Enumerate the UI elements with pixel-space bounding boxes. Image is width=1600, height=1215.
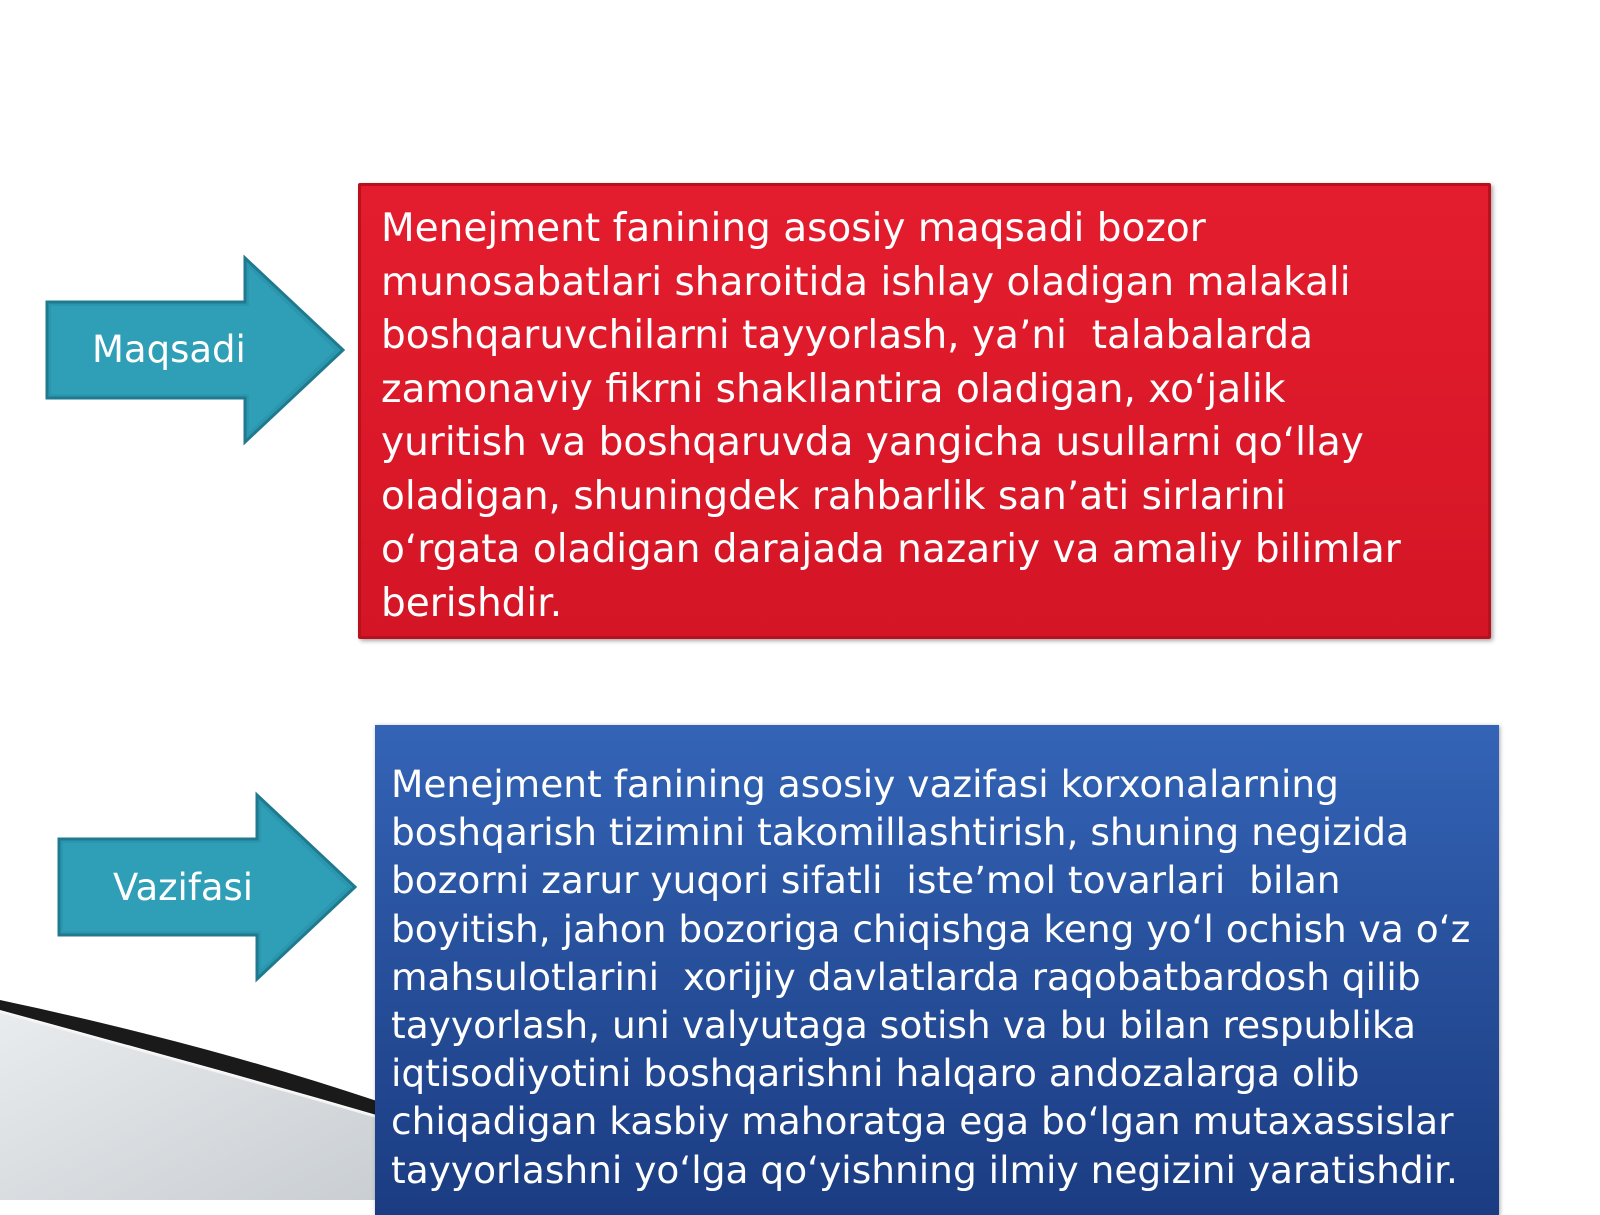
goal-text-box bbox=[358, 183, 1491, 639]
goal-line: yuritish va boshqaruvda yangicha usullarni qo‘llay bbox=[381, 420, 1364, 465]
task-line: boyitish, jahon bozoriga chiqishga keng yo‘l ochish va o‘z bbox=[391, 906, 1471, 951]
goal-line: boshqaruvchilarni tayyorlash, ya’ni talabalarda bbox=[381, 313, 1314, 358]
goal-arrow bbox=[45, 256, 345, 444]
task-line: Menejment fanining asosiy vazifasi korxonalarning bbox=[391, 762, 1339, 806]
task-line: boshqarish tizimini takomillashtirish, shuning negizida bbox=[391, 810, 1410, 855]
task-line: tayyorlash, uni valyutaga sotish va bu bilan respublika bbox=[391, 1003, 1416, 1048]
goal-line: zamonaviy fikrni shakllantira oladigan, xo‘jalik bbox=[381, 366, 1286, 412]
goal-line: Menejment fanining asosiy maqsadi bozor bbox=[381, 206, 1206, 251]
task-arrow bbox=[57, 793, 357, 981]
task-line: bozorni zarur yuqori sifatli iste’mol tovarlari bilan bbox=[391, 858, 1341, 903]
goal-line: munosabatlari sharoitida ishlay oladigan malakali bbox=[381, 259, 1351, 305]
goal-line: o‘rgata oladigan darajada nazariy va amaliy bilimlar bbox=[381, 527, 1401, 572]
task-line: mahsulotlarini xorijiy davlatlarda raqobatbardosh qilib bbox=[391, 954, 1421, 999]
goal-line: oladigan, shuningdek rahbarlik san’ati sirlarini bbox=[381, 473, 1286, 519]
task-text-box bbox=[375, 725, 1499, 1215]
goal-arrow-label: Maqsadi bbox=[92, 328, 246, 371]
task-line: iqtisodiyotini boshqarishni halqaro andozalarga olib bbox=[391, 1051, 1360, 1096]
task-line: tayyorlashni yo‘lga qo‘yishning ilmiy negizini yaratishdir. bbox=[391, 1147, 1458, 1192]
task-arrow-label: Vazifasi bbox=[113, 866, 254, 909]
goal-line: berishdir. bbox=[381, 580, 563, 626]
task-line: chiqadigan kasbiy mahoratga ega bo‘lgan mutaxassislar bbox=[391, 1099, 1454, 1144]
